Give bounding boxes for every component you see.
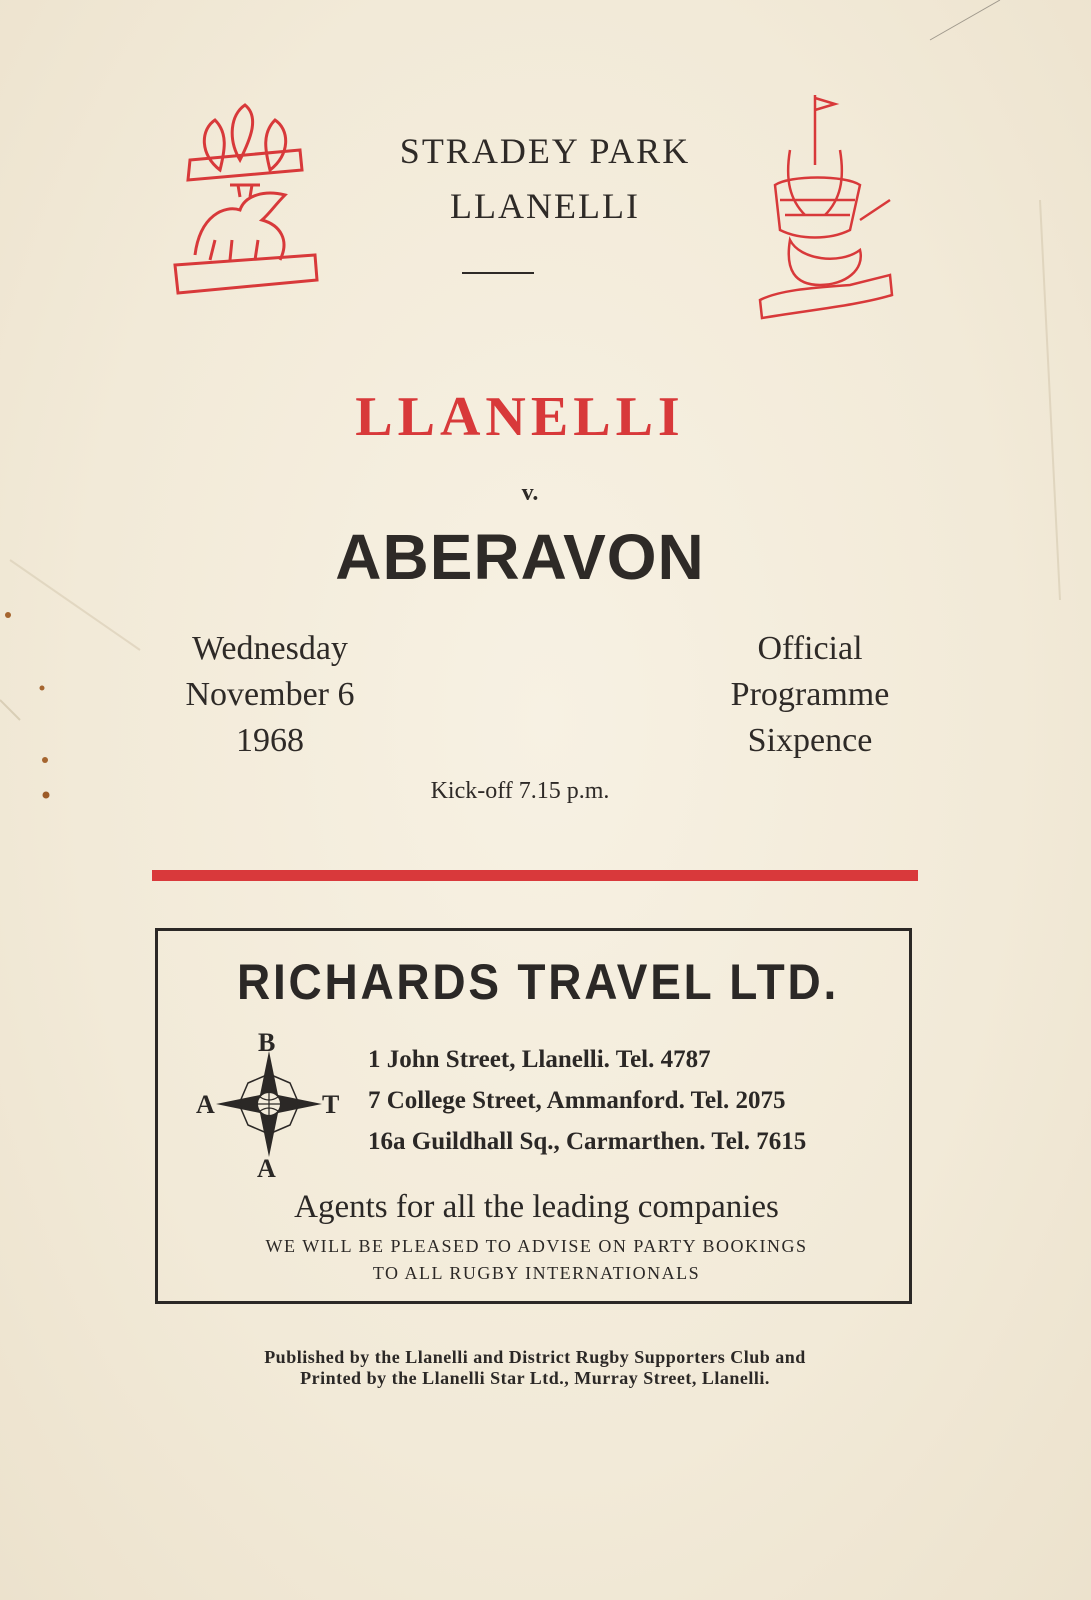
versus-label: v. <box>521 480 539 506</box>
programme-label: Programme <box>730 676 890 713</box>
address-llanelli: 1 John Street, Llanelli. Tel. 4787 <box>368 1046 711 1073</box>
address-carmarthen: 16a Guildhall Sq., Carmarthen. Tel. 7615 <box>368 1128 807 1155</box>
svg-text:B: B <box>258 1029 276 1057</box>
advert-title: RICHARDS TRAVEL LTD. <box>236 954 840 1010</box>
away-team: ABERAVON <box>335 521 705 593</box>
programme-price: Sixpence <box>747 722 873 759</box>
home-team: LLANELLI <box>355 386 685 448</box>
red-divider-bar <box>152 870 918 881</box>
programme-label-official: Official <box>757 630 863 667</box>
abta-compass-star-icon <box>194 1029 344 1179</box>
match-date: November 6 <box>185 676 355 713</box>
divider <box>462 272 534 274</box>
advert-advice-line: WE WILL BE PLEASED TO ADVISE ON PARTY BOOKINGS <box>265 1236 808 1256</box>
kickoff-time: Kick-off 7.15 p.m. <box>430 778 610 804</box>
advert-advice-line: TO ALL RUGBY INTERNATIONALS <box>372 1263 701 1283</box>
match-day: Wednesday <box>192 630 348 667</box>
svg-text:A: A <box>257 1154 276 1179</box>
llanelly-rfc-crest-icon <box>170 95 320 305</box>
printer-note: Printed by the Llanelli Star Ltd., Murray Street, Llanelli. <box>300 1368 770 1388</box>
publisher-note: Published by the Llanelli and District Rugby Supporters Club and <box>264 1347 806 1367</box>
address-ammanford: 7 College Street, Ammanford. Tel. 2075 <box>368 1087 786 1114</box>
advert-tagline: Agents for all the leading companies <box>294 1189 779 1225</box>
advertisement-box <box>155 928 912 1304</box>
venue-name: STRADEY PARK <box>399 131 691 171</box>
match-year: 1968 <box>236 722 304 759</box>
svg-text:T: T <box>322 1090 340 1119</box>
svg-text:A: A <box>196 1090 215 1119</box>
venue-town: LLANELLI <box>450 186 640 226</box>
